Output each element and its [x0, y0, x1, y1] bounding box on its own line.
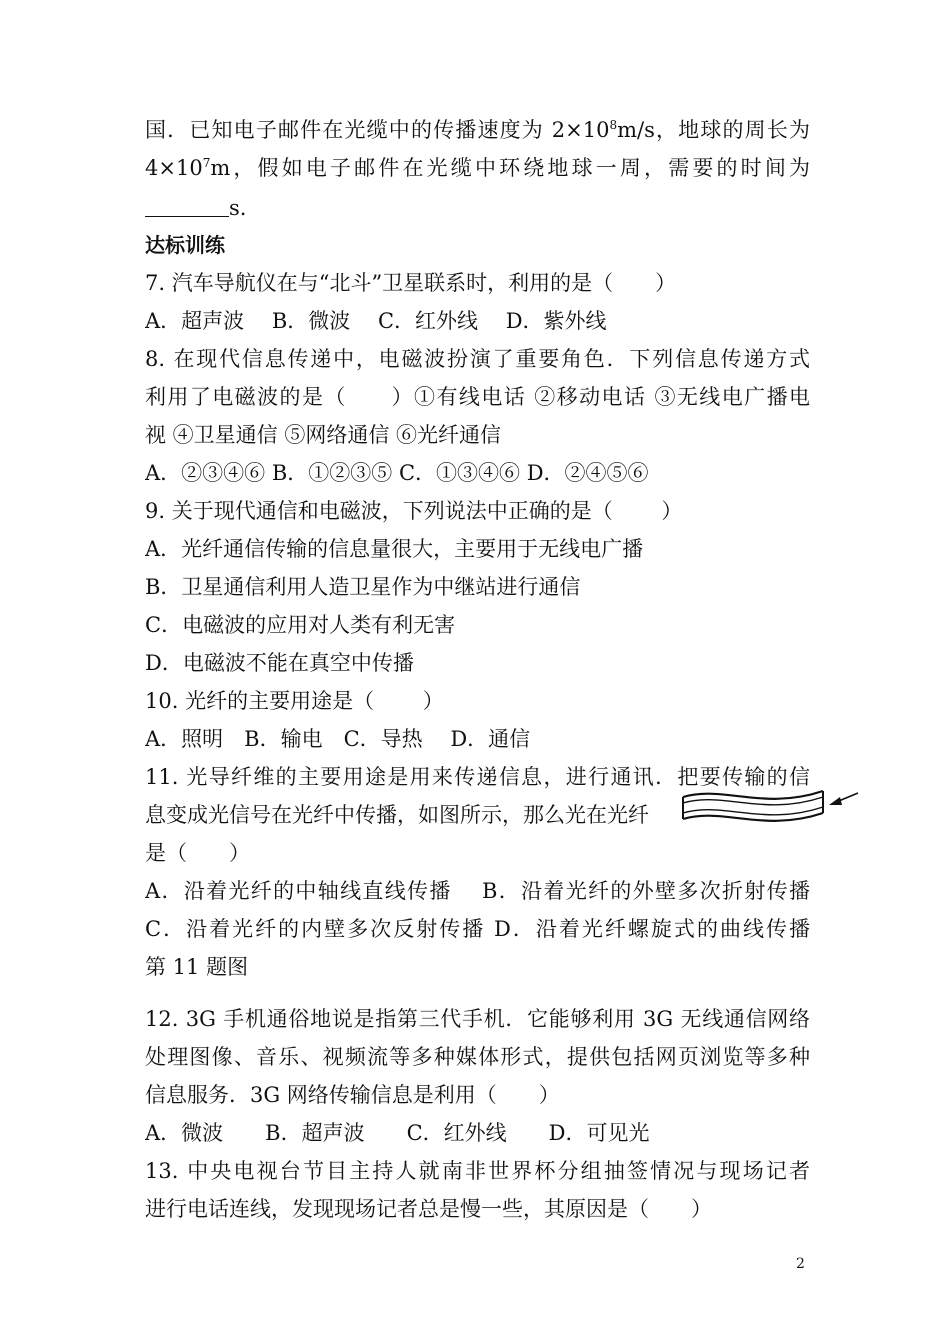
q12-stem-1: 12. 3G 手机通俗地说是指第三代手机．它能够利用 3G 无线通信网络 — [145, 1007, 810, 1031]
page-number: 2 — [796, 1256, 805, 1272]
q9-option-c: C．电磁波的应用对人类有利无害 — [145, 613, 456, 637]
q7-options: A．超声波 B．微波 C．红外线 D．紫外线 — [145, 309, 607, 333]
q12-options: A．微波 B．超声波 C．红外线 D．可见光 — [145, 1121, 650, 1145]
optical-fiber-figure — [678, 783, 863, 833]
q9-option-a: A．光纤通信传输的信息量很大，主要用于无线电广播 — [145, 537, 644, 561]
q8-options: A．②③④⑥ B．①②③⑤ C．①③④⑥ D．②④⑤⑥ — [145, 461, 649, 485]
q9-stem: 9. 关于现代通信和电磁波，下列说法中正确的是（ ） — [145, 499, 683, 523]
q11-figure-caption: 第 11 题图 — [145, 955, 249, 979]
q11-stem-1: 11. 光导纤维的主要用途是用来传递信息，进行通讯．把要传输的信 — [145, 765, 810, 789]
q13-stem-2: 进行电话连线，发现现场记者总是慢一些，其原因是（ ） — [145, 1197, 712, 1221]
q9-option-d: D．电磁波不能在真空中传播 — [145, 651, 414, 675]
intro-line-3: s. — [145, 193, 810, 223]
q8-stem-3: 视 ④卫星通信 ⑤网络通信 ⑥光纤通信 — [145, 423, 502, 447]
q8-stem-1: 8. 在现代信息传递中，电磁波扮演了重要角色．下列信息传递方式 — [145, 347, 810, 371]
answer-blank — [145, 196, 229, 217]
q10-stem: 10. 光纤的主要用途是（ ） — [145, 689, 444, 713]
q11-stem-2: 息变成光信号在光纤中传播，如图所示，那么光在光纤 — [145, 803, 649, 827]
q8-stem-2: 利用了电磁波的是（ ）①有线电话 ②移动电话 ③无线电广播电 — [145, 385, 810, 409]
q11-options-2: C．沿着光纤的内壁多次反射传播 D．沿着光纤螺旋式的曲线传播 — [145, 917, 810, 941]
q11-stem-3: 是（ ） — [145, 841, 250, 865]
intro-line-2: $4\times 10^7m$，假如电子邮件在光缆中环绕地球一周，需要的时间为 — [145, 156, 810, 180]
section-title: 达标训练 — [145, 233, 225, 257]
q12-stem-2: 处理图像、音乐、视频流等多种媒体形式，提供包括网页浏览等多种 — [145, 1045, 810, 1069]
q9-option-b: B．卫星通信利用人造卫星作为中继站进行通信 — [145, 575, 581, 599]
intro-line-1: 国．已知电子邮件在光缆中的传播速度为 $2\times 10^8m/s$，地球的周长为 — [145, 118, 810, 142]
q10-options: A．照明 B．输电 C．导热 D．通信 — [145, 727, 531, 751]
q13-stem-1: 13. 中央电视台节目主持人就南非世界杯分组抽签情况与现场记者 — [145, 1159, 810, 1183]
q11-options-1: A．沿着光纤的中轴线直线传播 B．沿着光纤的外壁多次折射传播 — [145, 879, 810, 903]
q7-stem: 7. 汽车导航仪在与“北斗”卫星联系时，利用的是（ ） — [145, 271, 677, 295]
q12-stem-3: 信息服务．3G 网络传输信息是利用（ ） — [145, 1083, 560, 1107]
